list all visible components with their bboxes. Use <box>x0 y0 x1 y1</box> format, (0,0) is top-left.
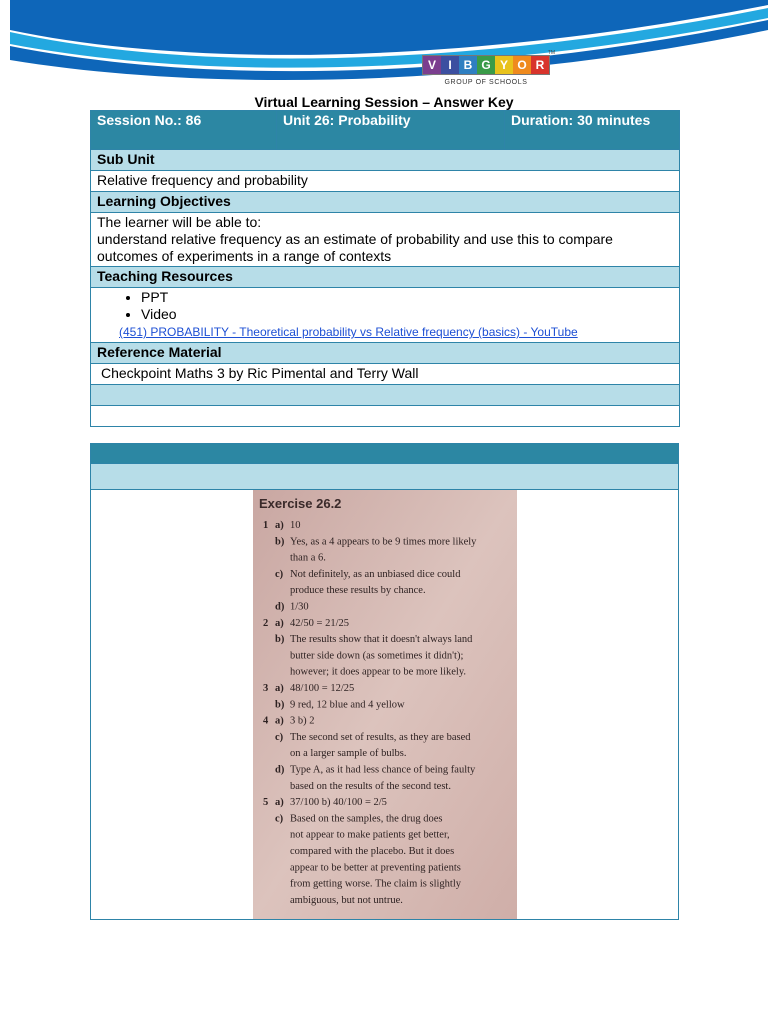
answer-line: compared with the placebo. But it does <box>289 846 454 857</box>
resources-list <box>97 289 673 323</box>
question-part: c) <box>274 731 283 743</box>
resource-item-ppt: • PPT <box>141 289 673 306</box>
logo-letter: I <box>441 56 459 74</box>
logo-subtitle: GROUP OF SCHOOLS <box>444 79 528 86</box>
youtube-video-link[interactable]: (451) PROBABILITY - Theoretical probability vs Relative frequency (basics) - YouTube <box>119 325 578 339</box>
answer-line: 42/50 = 21/25 <box>289 617 349 629</box>
question-part: d) <box>274 601 284 613</box>
session-duration: Duration: 30 minutes <box>505 111 680 150</box>
empty-row <box>91 385 680 406</box>
unit-title: Unit 26: Probability <box>277 111 505 150</box>
textbook-answer-photo <box>253 490 517 919</box>
session-number: Session No.: 86 <box>91 111 277 150</box>
answer-line: ambiguous, but not untrue. <box>289 894 403 906</box>
answer-line: The second set of results, as they are based <box>289 731 470 743</box>
question-number: 1 <box>262 520 268 531</box>
answer-line: butter side down (as sometimes it didn't); <box>289 650 463 662</box>
answer-line: Not definitely, as an unbiased dice could <box>289 568 460 580</box>
resource-item-video: • Video <box>141 306 673 323</box>
answer-line: on a larger sample of bulbs. <box>289 748 406 760</box>
sub-unit-heading: Sub Unit <box>91 150 680 171</box>
answer-line: 48/100 = 12/25 <box>289 683 354 694</box>
vibgyor-logo <box>422 50 555 89</box>
question-part: d) <box>274 764 284 776</box>
question-part: a) <box>274 683 284 694</box>
answer-header-row <box>91 444 679 464</box>
sub-unit-value: Relative frequency and probability <box>91 171 680 192</box>
question-part: a) <box>274 520 284 531</box>
answer-table <box>90 443 679 920</box>
logo-trademark: TM <box>547 50 555 56</box>
question-part: a) <box>274 797 284 809</box>
answer-line: Based on the samples, the drug does <box>289 813 443 825</box>
question-part: a) <box>274 617 284 629</box>
question-number: 5 <box>262 797 268 809</box>
answer-line: from getting worse. The claim is slightly <box>289 878 461 890</box>
answer-line: Type A, as it had less chance of being faulty <box>289 764 475 776</box>
header-banner <box>0 0 768 90</box>
objectives-heading: Learning Objectives <box>91 192 680 213</box>
logo-letter: G <box>477 56 495 74</box>
logo-letter: V <box>423 56 441 74</box>
logo-letter: R <box>531 56 549 74</box>
answer-line: than a 6. <box>289 552 326 564</box>
question-part: c) <box>274 568 283 580</box>
objectives-text: understand relative frequency as an estimate of probability and use this to compare outcomes of experiments in a range of contexts <box>97 231 613 264</box>
answer-line: produce these results by chance. <box>289 585 426 597</box>
question-part: b) <box>274 699 284 711</box>
question-part: c) <box>274 813 283 825</box>
question-number: 3 <box>262 683 268 694</box>
answer-line: based on the results of the second test. <box>289 780 451 792</box>
question-number: 2 <box>262 617 268 629</box>
logo-letter: O <box>513 56 531 74</box>
session-table <box>90 110 680 427</box>
answer-line: 10 <box>289 520 300 531</box>
answer-line: The results show that it doesn't always land <box>289 634 472 646</box>
question-part: a) <box>274 715 284 727</box>
logo-letter: Y <box>495 56 513 74</box>
exercise-title: Exercise 26.2 <box>258 496 341 511</box>
answer-line: appear to be better at preventing patients <box>289 862 461 874</box>
answer-line: however; it does appear to be more likely. <box>289 666 466 678</box>
reference-heading: Reference Material <box>91 343 680 364</box>
answer-subheader-row <box>91 464 679 490</box>
session-header-row <box>91 111 680 150</box>
answer-line: 3 b) 2 <box>289 715 314 727</box>
resources-heading: Teaching Resources <box>91 267 680 288</box>
logo-letter: B <box>459 56 477 74</box>
objectives-cell <box>91 213 680 267</box>
question-number: 4 <box>262 715 268 727</box>
answer-image-cell <box>91 490 679 920</box>
answer-line: not appear to make patients get better, <box>289 829 450 841</box>
answer-line: Yes, as a 4 appears to be 9 times more likely <box>289 536 476 548</box>
question-part: b) <box>274 536 284 548</box>
question-part: b) <box>274 634 284 646</box>
resources-cell <box>91 288 680 343</box>
document-title: Virtual Learning Session – Answer Key <box>254 94 514 110</box>
answer-line: 9 red, 12 blue and 4 yellow <box>289 699 405 711</box>
empty-row <box>91 406 680 427</box>
reference-value: Checkpoint Maths 3 by Ric Pimental and Terry Wall <box>91 364 680 385</box>
objectives-intro: The learner will be able to: <box>97 214 262 230</box>
answer-line: 1/30 <box>289 601 309 613</box>
answer-line: 37/100 b) 40/100 = 2/5 <box>289 797 387 809</box>
